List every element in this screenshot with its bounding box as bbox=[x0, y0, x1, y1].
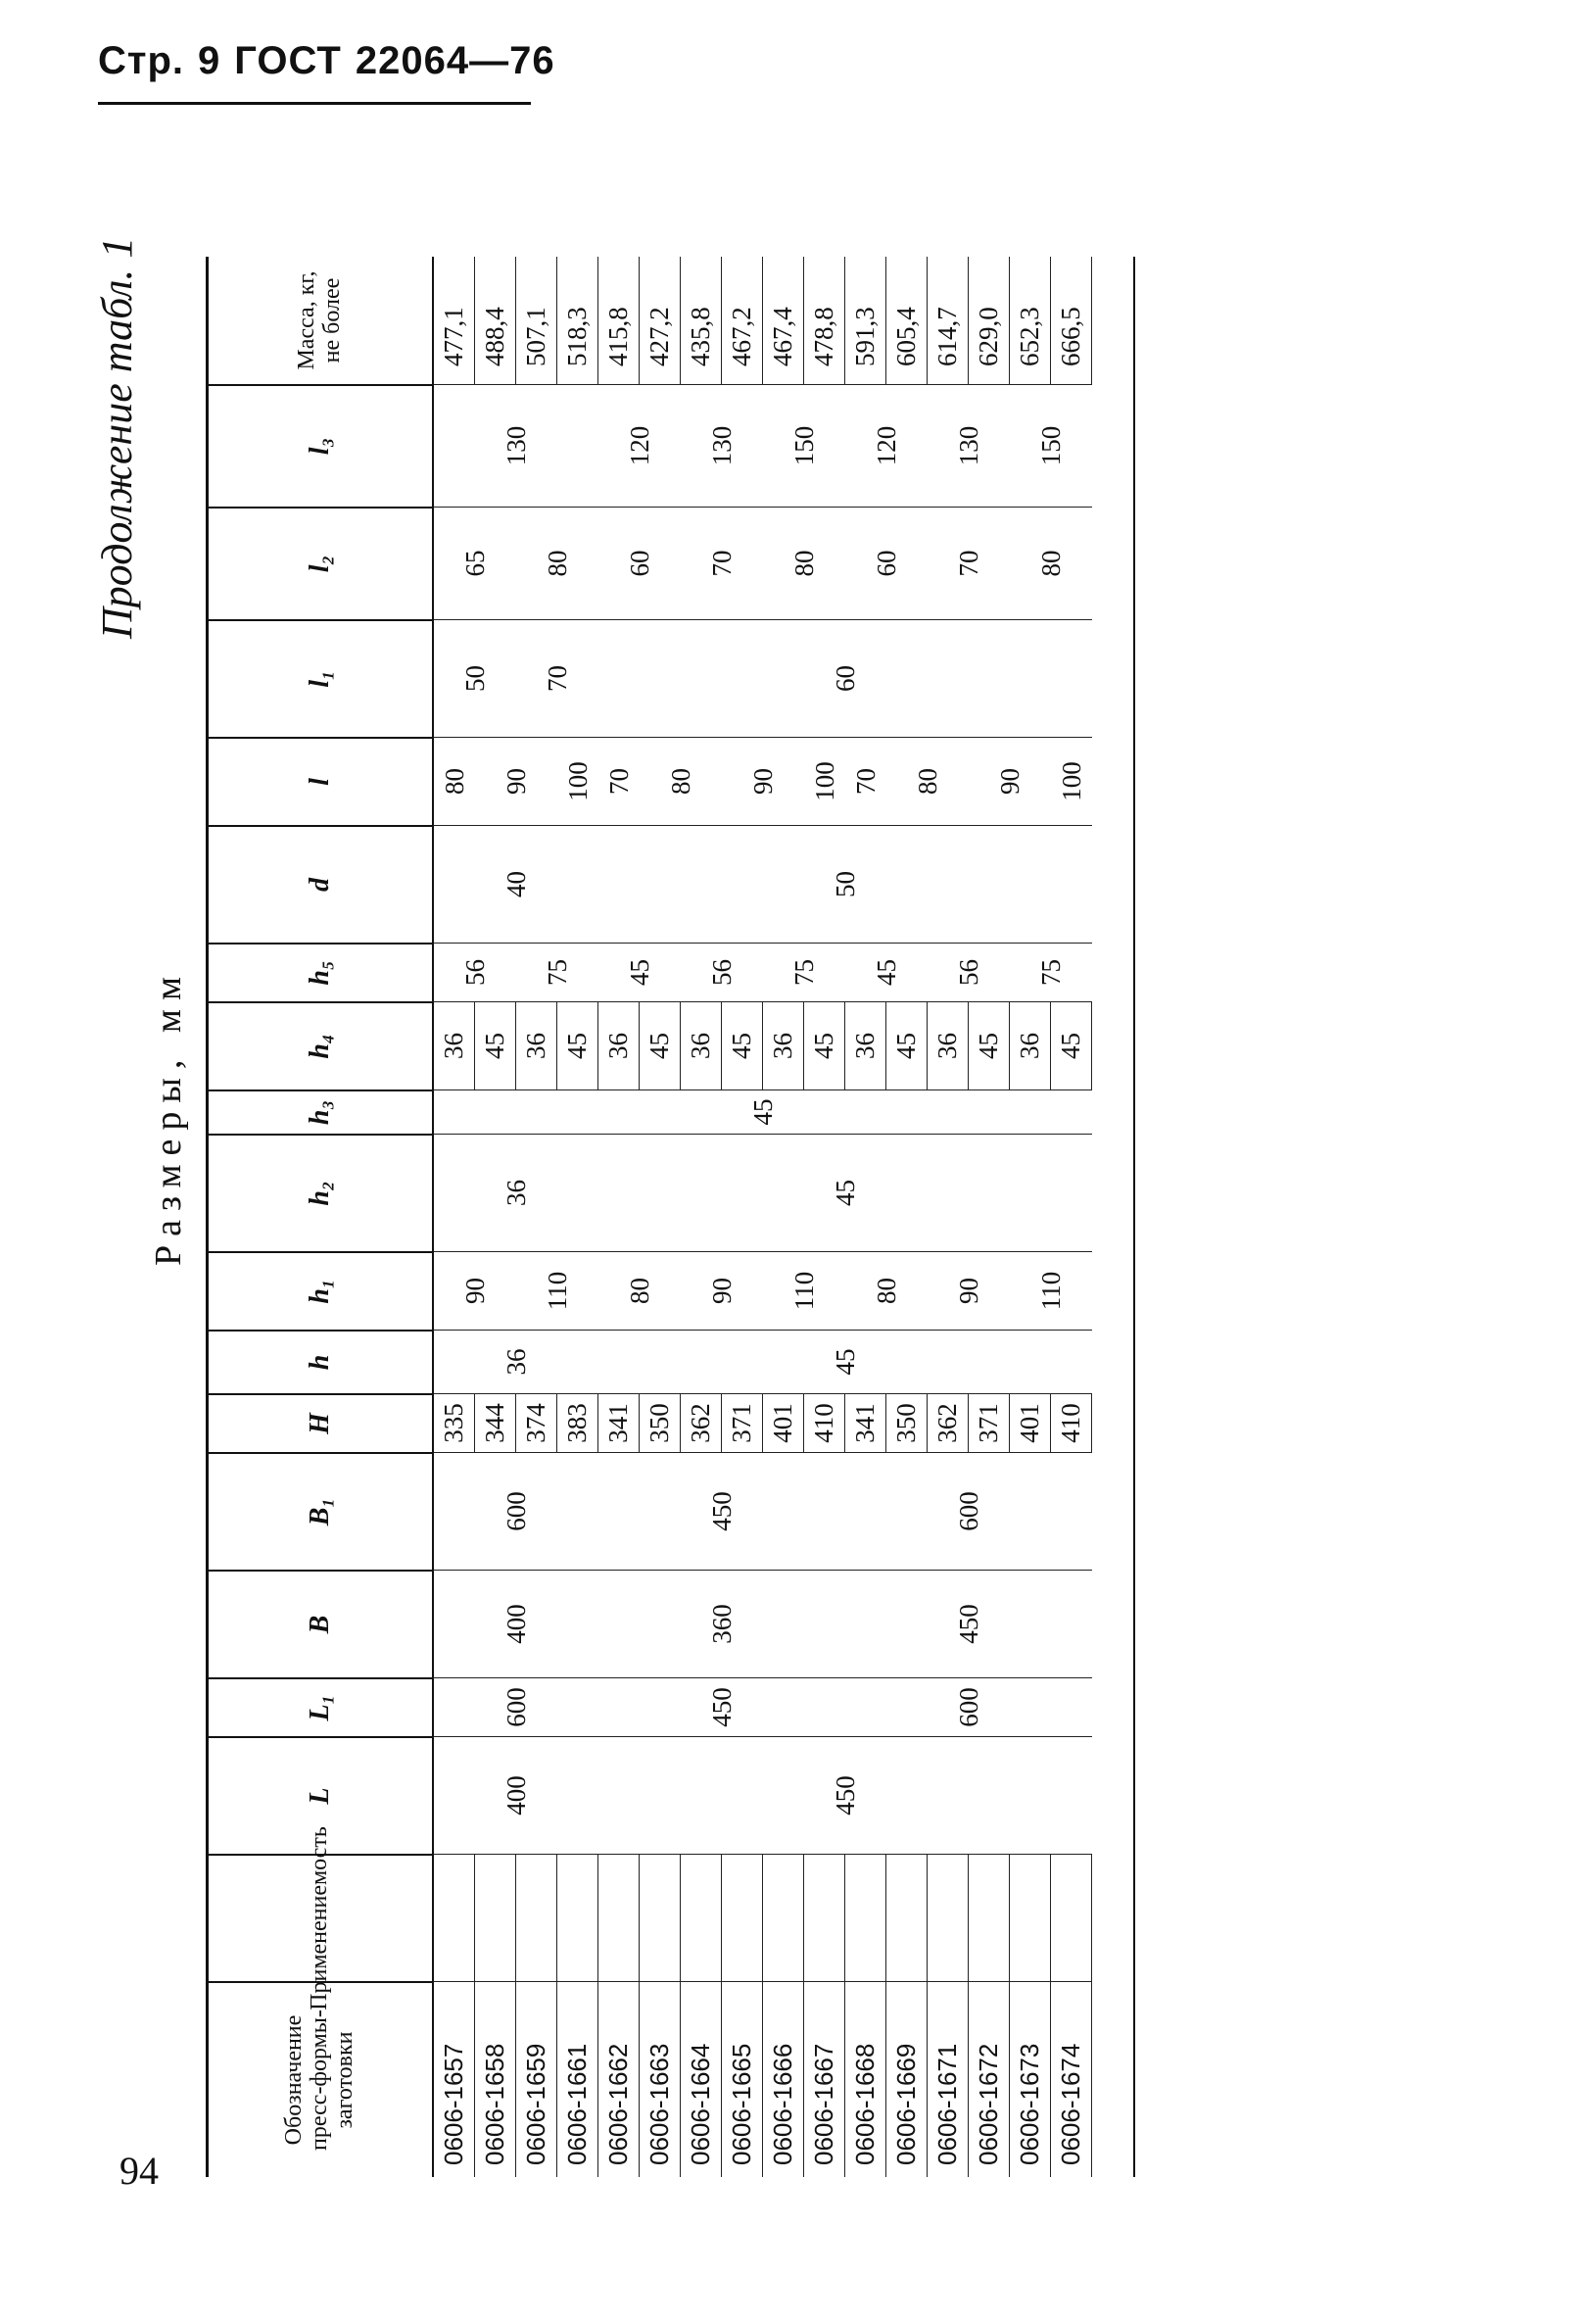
l2-cell: 65 bbox=[434, 507, 516, 619]
use-cell bbox=[640, 1854, 681, 1981]
l2-cell: 60 bbox=[598, 507, 681, 619]
page-no: 9 bbox=[198, 39, 221, 82]
H-cell: 410 bbox=[804, 1393, 845, 1452]
H-cell: 401 bbox=[763, 1393, 804, 1452]
h4-cell: 36 bbox=[763, 1001, 804, 1089]
use-cell bbox=[969, 1854, 1010, 1981]
use-cell bbox=[557, 1854, 598, 1981]
mass-cell: 605,4 bbox=[886, 257, 928, 384]
B1-cell: 600 bbox=[845, 1452, 1092, 1570]
H-cell: 344 bbox=[475, 1393, 516, 1452]
l-cell: 70 bbox=[598, 737, 640, 825]
L1-cell: 450 bbox=[598, 1677, 845, 1736]
col-header-l: l bbox=[209, 737, 434, 825]
H-cell: 341 bbox=[845, 1393, 886, 1452]
table-title: Продолжение табл. 1 bbox=[93, 236, 141, 639]
H-cell: 383 bbox=[557, 1393, 598, 1452]
code-cell: 0606-1663 bbox=[640, 1981, 681, 2177]
standard-number: 22064—76 bbox=[355, 39, 555, 82]
h4-cell: 45 bbox=[557, 1001, 598, 1089]
B1-cell: 450 bbox=[598, 1452, 845, 1570]
mass-cell: 591,3 bbox=[845, 257, 886, 384]
H-cell: 350 bbox=[886, 1393, 928, 1452]
mass-cell: 666,5 bbox=[1051, 257, 1092, 384]
page-label: Стр. bbox=[98, 39, 185, 82]
h1-cell: 90 bbox=[434, 1251, 516, 1330]
code-cell: 0606-1672 bbox=[969, 1981, 1010, 2177]
col-header-L1: L₁ bbox=[209, 1677, 434, 1736]
h4-cell: 45 bbox=[886, 1001, 928, 1089]
use-cell bbox=[598, 1854, 640, 1981]
mass-cell: 415,8 bbox=[598, 257, 640, 384]
code-cell: 0606-1673 bbox=[1010, 1981, 1051, 2177]
B-cell: 360 bbox=[598, 1570, 845, 1677]
l2-cell: 80 bbox=[1010, 507, 1092, 619]
mass-cell: 629,0 bbox=[969, 257, 1010, 384]
l-cell: 90 bbox=[475, 737, 557, 825]
l-cell: 90 bbox=[722, 737, 804, 825]
h5-cell: 75 bbox=[516, 943, 598, 1001]
h1-cell: 90 bbox=[928, 1251, 1010, 1330]
use-cell bbox=[1010, 1854, 1051, 1981]
h4-cell: 36 bbox=[516, 1001, 557, 1089]
dimensions-table bbox=[206, 257, 1135, 2177]
l-cell: 80 bbox=[886, 737, 969, 825]
h1-cell: 110 bbox=[1010, 1251, 1092, 1330]
d-cell: 40 bbox=[434, 825, 598, 943]
mass-cell: 614,7 bbox=[928, 257, 969, 384]
col-header-l3: l₃ bbox=[209, 384, 434, 507]
h4-cell: 45 bbox=[804, 1001, 845, 1089]
l3-cell: 150 bbox=[1010, 384, 1092, 507]
h1-cell: 90 bbox=[681, 1251, 763, 1330]
code-cell: 0606-1667 bbox=[804, 1981, 845, 2177]
mass-cell: 467,4 bbox=[763, 257, 804, 384]
col-header-mass: Масса, кг, не более bbox=[209, 257, 434, 384]
mass-cell: 435,8 bbox=[681, 257, 722, 384]
code-cell: 0606-1657 bbox=[434, 1981, 475, 2177]
h1-cell: 80 bbox=[845, 1251, 928, 1330]
use-cell bbox=[804, 1854, 845, 1981]
col-header-B: B bbox=[209, 1570, 434, 1677]
use-cell bbox=[845, 1854, 886, 1981]
l2-cell: 70 bbox=[928, 507, 1010, 619]
H-cell: 362 bbox=[928, 1393, 969, 1452]
code-cell: 0606-1662 bbox=[598, 1981, 640, 2177]
H-cell: 350 bbox=[640, 1393, 681, 1452]
col-header-h: h bbox=[209, 1330, 434, 1393]
B1-cell: 600 bbox=[434, 1452, 598, 1570]
col-header-h3: h₃ bbox=[209, 1089, 434, 1134]
H-cell: 410 bbox=[1051, 1393, 1092, 1452]
use-cell bbox=[681, 1854, 722, 1981]
col-header-h5: h₅ bbox=[209, 943, 434, 1001]
use-cell bbox=[516, 1854, 557, 1981]
H-cell: 401 bbox=[1010, 1393, 1051, 1452]
code-cell: 0606-1674 bbox=[1051, 1981, 1092, 2177]
mass-cell: 477,1 bbox=[434, 257, 475, 384]
h4-cell: 45 bbox=[722, 1001, 763, 1089]
col-header-h2: h₂ bbox=[209, 1134, 434, 1251]
h4-cell: 36 bbox=[434, 1001, 475, 1089]
col-header-use-text: Применение bbox=[307, 1885, 333, 2010]
l-cell: 90 bbox=[969, 737, 1051, 825]
h4-cell: 45 bbox=[475, 1001, 516, 1089]
use-cell bbox=[1051, 1854, 1092, 1981]
l-cell: 70 bbox=[845, 737, 886, 825]
h4-cell: 36 bbox=[928, 1001, 969, 1089]
l1-cell: 70 bbox=[516, 619, 598, 737]
l-cell: 100 bbox=[1051, 737, 1092, 825]
code-cell: 0606-1665 bbox=[722, 1981, 763, 2177]
col-header-h1: h₁ bbox=[209, 1251, 434, 1330]
B-cell: 400 bbox=[434, 1570, 598, 1677]
l-cell: 100 bbox=[804, 737, 845, 825]
use-cell bbox=[886, 1854, 928, 1981]
col-header-h4: h₄ bbox=[209, 1001, 434, 1089]
use-cell bbox=[434, 1854, 475, 1981]
mass-cell: 478,8 bbox=[804, 257, 845, 384]
l-cell: 80 bbox=[640, 737, 722, 825]
l3-cell: 150 bbox=[763, 384, 845, 507]
h5-cell: 45 bbox=[845, 943, 928, 1001]
l2-cell: 80 bbox=[516, 507, 598, 619]
l2-cell: 60 bbox=[845, 507, 928, 619]
l1-cell: 60 bbox=[598, 619, 1092, 737]
L1-cell: 600 bbox=[845, 1677, 1092, 1736]
h5-cell: 56 bbox=[434, 943, 516, 1001]
code-cell: 0606-1669 bbox=[886, 1981, 928, 2177]
l2-cell: 80 bbox=[763, 507, 845, 619]
H-cell: 374 bbox=[516, 1393, 557, 1452]
mass-cell: 652,3 bbox=[1010, 257, 1051, 384]
h-cell: 36 bbox=[434, 1330, 598, 1393]
l3-cell: 130 bbox=[681, 384, 763, 507]
col-header-use bbox=[209, 1826, 434, 2010]
code-cell: 0606-1668 bbox=[845, 1981, 886, 2177]
l1-cell: 50 bbox=[434, 619, 516, 737]
use-cell bbox=[475, 1854, 516, 1981]
H-cell: 362 bbox=[681, 1393, 722, 1452]
code-cell: 0606-1666 bbox=[763, 1981, 804, 2177]
h1-cell: 110 bbox=[763, 1251, 845, 1330]
H-cell: 371 bbox=[722, 1393, 763, 1452]
use-cell bbox=[763, 1854, 804, 1981]
h4-cell: 36 bbox=[845, 1001, 886, 1089]
h5-cell: 75 bbox=[763, 943, 845, 1001]
h4-cell: 36 bbox=[681, 1001, 722, 1089]
col-header-B1: B₁ bbox=[209, 1452, 434, 1570]
col-header-use-cont: мость bbox=[307, 1826, 333, 1885]
h1-cell: 110 bbox=[516, 1251, 598, 1330]
col-header-d: d bbox=[209, 825, 434, 943]
L-cell: 450 bbox=[598, 1736, 1092, 1854]
h4-cell: 36 bbox=[1010, 1001, 1051, 1089]
code-cell: 0606-1659 bbox=[516, 1981, 557, 2177]
col-header-l2: l₂ bbox=[209, 507, 434, 619]
mass-cell: 467,2 bbox=[722, 257, 763, 384]
h5-cell: 45 bbox=[598, 943, 681, 1001]
h3-cell: 45 bbox=[434, 1089, 1092, 1134]
h5-cell: 75 bbox=[1010, 943, 1092, 1001]
use-cell bbox=[928, 1854, 969, 1981]
l-cell: 100 bbox=[557, 737, 598, 825]
h5-cell: 56 bbox=[928, 943, 1010, 1001]
page-number: 94 bbox=[119, 2149, 159, 2193]
col-header-H: H bbox=[209, 1393, 434, 1452]
h4-cell: 36 bbox=[598, 1001, 640, 1089]
l2-cell: 70 bbox=[681, 507, 763, 619]
col-header-code: Обозначение пресс-формы-заготовки bbox=[209, 1981, 434, 2177]
l3-cell: 120 bbox=[598, 384, 681, 507]
h-cell: 45 bbox=[598, 1330, 1092, 1393]
L1-cell: 600 bbox=[434, 1677, 598, 1736]
code-cell: 0606-1664 bbox=[681, 1981, 722, 2177]
h1-cell: 80 bbox=[598, 1251, 681, 1330]
mass-cell: 488,4 bbox=[475, 257, 516, 384]
L-cell: 400 bbox=[434, 1736, 598, 1854]
h2-cell: 36 bbox=[434, 1134, 598, 1251]
H-cell: 335 bbox=[434, 1393, 475, 1452]
h4-cell: 45 bbox=[640, 1001, 681, 1089]
code-cell: 0606-1661 bbox=[557, 1981, 598, 2177]
mass-cell: 427,2 bbox=[640, 257, 681, 384]
h4-cell: 45 bbox=[969, 1001, 1010, 1089]
mass-cell: 518,3 bbox=[557, 257, 598, 384]
col-header-L: L bbox=[209, 1736, 434, 1854]
d-cell: 50 bbox=[598, 825, 1092, 943]
l-cell: 80 bbox=[434, 737, 475, 825]
l3-cell: 130 bbox=[928, 384, 1010, 507]
mass-cell: 507,1 bbox=[516, 257, 557, 384]
H-cell: 341 bbox=[598, 1393, 640, 1452]
h4-cell: 45 bbox=[1051, 1001, 1092, 1089]
l3-cell: 120 bbox=[845, 384, 928, 507]
col-header-l1: l₁ bbox=[209, 619, 434, 737]
dimensions-caption: Размеры, мм bbox=[148, 967, 189, 1266]
B-cell: 450 bbox=[845, 1570, 1092, 1677]
h2-cell: 45 bbox=[598, 1134, 1092, 1251]
H-cell: 371 bbox=[969, 1393, 1010, 1452]
code-cell: 0606-1671 bbox=[928, 1981, 969, 2177]
h5-cell: 56 bbox=[681, 943, 763, 1001]
standard-label: ГОСТ bbox=[234, 39, 342, 82]
code-cell: 0606-1658 bbox=[475, 1981, 516, 2177]
use-cell bbox=[722, 1854, 763, 1981]
l3-cell: 130 bbox=[434, 384, 598, 507]
